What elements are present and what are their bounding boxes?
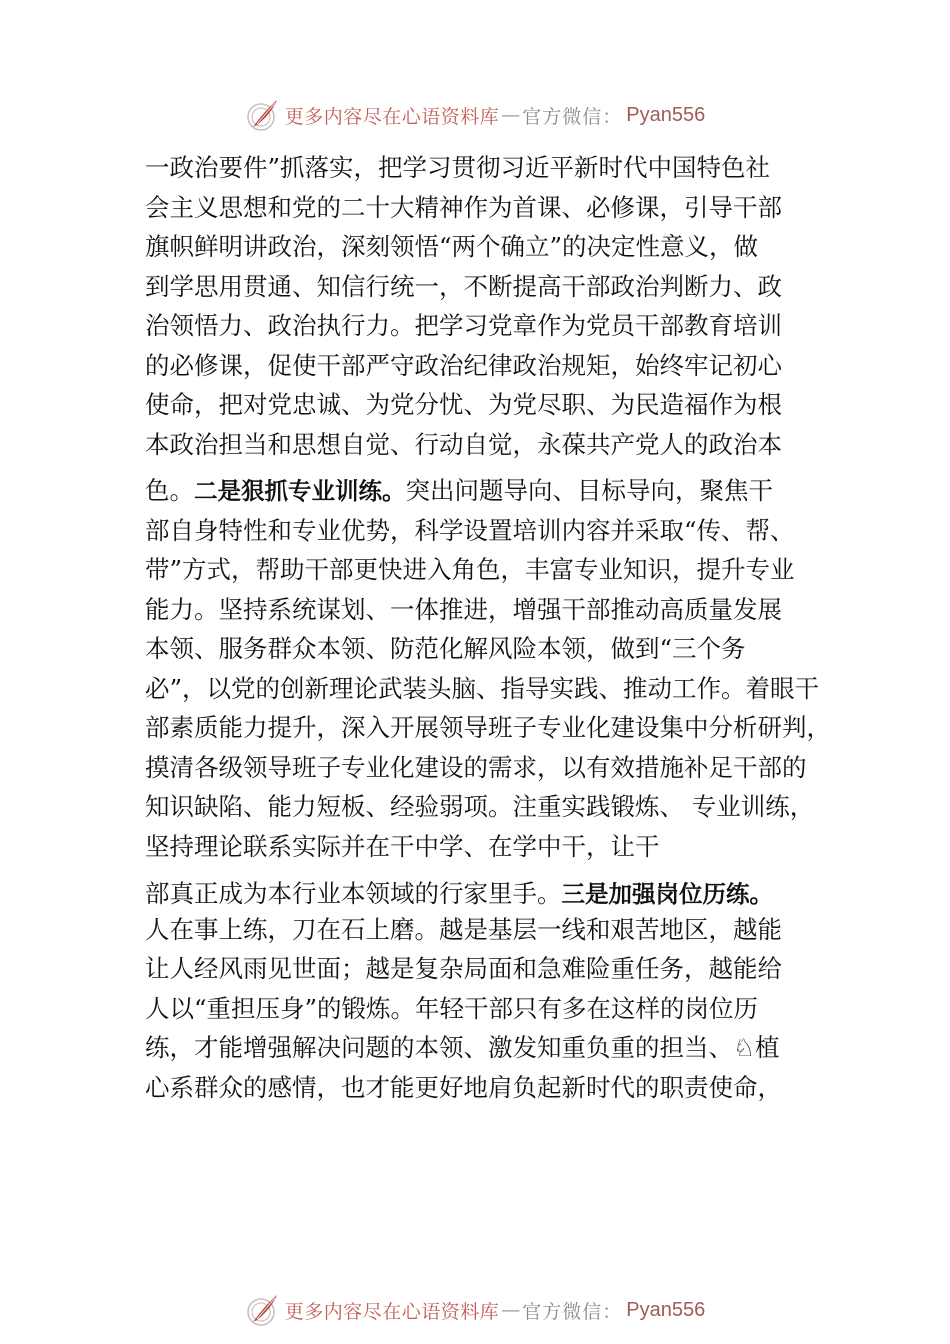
text-line [145,708,831,748]
body-text: 部真正成为本行业本领域的行家里手。 [145,879,562,908]
text-line [145,669,825,709]
body-text: 带”方式，帮助干部更快进入角色，丰富专业知识，提升专业 [145,555,795,584]
body-text: 让人经风雨见世面；越是复杂局面和急难险重任务，越能给 [145,954,782,983]
body-text: 使命，把对党忠诚、为党分忧、为党尽职、为民造福作为根 [145,390,782,419]
text-line [145,346,825,386]
section-heading: 二是狠抓专业训练。 [194,477,406,505]
section-heading: 三是加强岗位历练。 [561,880,773,908]
footer-watermark [0,1290,950,1330]
watermark-account: Pyan556 [626,1298,706,1321]
header-watermark [0,95,950,135]
body-text: 坚持理论联系实际并在干中学、在学中干，让干 [145,831,660,861]
body-text: 部素质能力提升，深入开展领导班子专业化建设集中分析研判， [145,713,831,742]
body-text: 心系群众的感情，也才能更好地肩负起新时代的职责使命， [145,1072,782,1102]
body-text: 知识缺陷、能力短板、经验弱项。注重实践锻炼、 专业训练， [145,792,815,821]
body-text: 到学思用贯通、知信行统一，不断提高干部政治判断力、政 [145,271,782,301]
text-line [145,1068,825,1108]
body-text: 本领、服务群众本领、防范化解风险本领，做到“三个务 [145,634,746,663]
body-text: 色。 [145,476,194,505]
body-text: 必”，以党的创新理论武装头脑、指导实践、推动工作。着眼干 [145,673,820,703]
watermark-label: 官方微信： [522,1300,623,1323]
watermark-site-name: 更多内容尽在心语资料库 [284,1300,500,1323]
text-line [145,590,825,630]
document-body [145,148,831,1107]
body-text: 练，才能增强解决问题的本领、激发知重负重的担当、♘植 [145,1033,780,1062]
watermark-dash: — [501,104,521,126]
text-line [145,748,825,788]
body-text: 的必修课，促使干部严守政治纪律政治规矩，始终牢记初心 [145,350,782,380]
quill-logo-icon [245,1292,281,1328]
text-line [145,306,825,346]
text-line [145,471,825,511]
text-line [145,188,825,228]
text-line [145,385,825,425]
body-text: 旗帜鲜明讲政治，深刻领悟“两个确立”的决定性意义，做 [145,232,759,261]
text-line [145,989,825,1029]
watermark-site-name: 更多内容尽在心语资料库 [284,105,500,128]
text-line [145,949,825,989]
text-line [145,629,825,669]
text-line [145,827,825,867]
text-line [145,227,825,267]
body-text: 部自身特性和专业优势，科学设置培训内容并采取“传、帮、 [145,515,795,545]
body-text: 会主义思想和党的二十大精神作为首课、必修课，引导干部 [145,192,782,222]
text-line [145,550,825,590]
watermark-dash: — [501,1299,521,1321]
watermark-label: 官方微信： [522,105,623,128]
body-text: 治领悟力、政治执行力。把学习党章作为党员干部教育培训 [145,311,782,340]
text-line [145,787,825,827]
text-line [145,425,825,465]
body-text: 人在事上练，刀在石上磨。越是基层一线和艰苦地区，越能 [145,914,782,944]
text-line [145,267,825,307]
body-text: 一政治要件”抓落实，把学习贯彻习近平新时代中国特色社 [145,153,771,182]
watermark-account: Pyan556 [626,103,706,126]
text-line [145,1028,825,1068]
body-text: 能力。坚持系统谋划、一体推进，增强干部推动高质量发展 [145,594,782,624]
body-text: 突出问题导向、目标导向，聚焦干 [405,476,773,505]
text-line [145,874,825,914]
quill-logo-icon [245,97,281,133]
text-line [145,148,825,188]
body-text: 本政治担当和思想自觉、行动自觉，永葆共产党人的政治本 [145,429,782,459]
body-text: 人以“重担压身”的锻炼。年轻干部只有多在这样的岗位历 [145,993,759,1023]
body-text: 摸清各级领导班子专业化建设的需求，以有效措施补足干部的 [145,752,807,782]
text-line [145,511,825,551]
text-line [145,910,825,950]
